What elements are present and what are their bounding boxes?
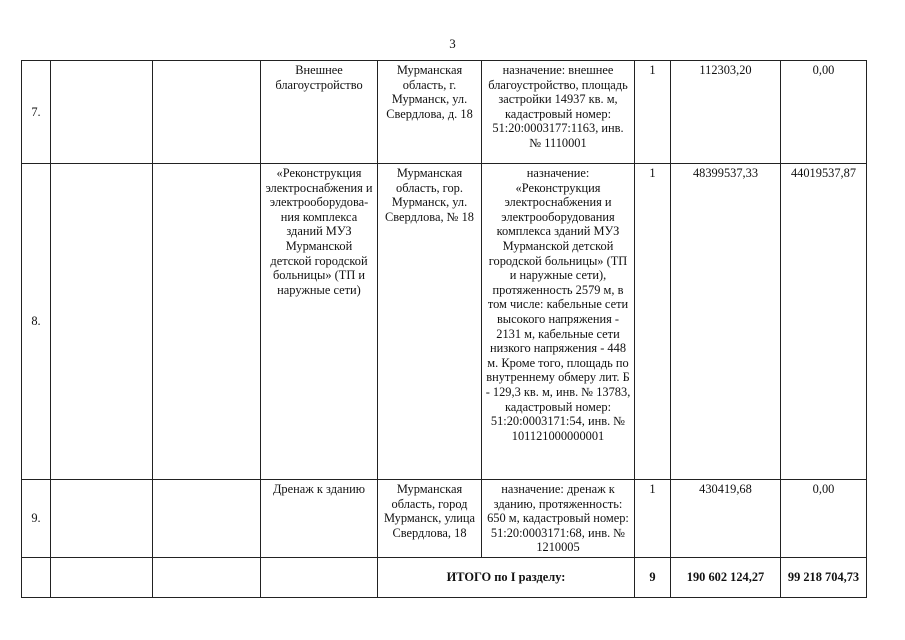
book-value: 112303,20 [671,61,781,164]
row-number: 9. [22,480,51,558]
empty-cell [51,61,153,164]
object-address: Мурманская область, г. Мурманск, ул. Свердлова, д. 18 [378,61,482,164]
object-address: Мурманская область, город Мурманск, улица Свердлова, 18 [378,480,482,558]
book-value: 430419,68 [671,480,781,558]
table-row [22,480,867,558]
property-table [21,60,867,598]
table-row [22,164,867,480]
empty-cell [51,164,153,480]
row-number: 7. [22,61,51,164]
object-description: назначение: дренаж к зданию, протяженность: 650 м, кадастровый номер: 51:20:0003171:68, инв. № 1210005 [482,480,635,558]
object-name: Внешнее благоустройство [261,61,378,164]
total-book-value: 190 602 124,27 [671,557,781,597]
empty-cell [51,480,153,558]
total-quantity: 9 [635,557,671,597]
empty-cell [153,164,261,480]
empty-cell [261,557,378,597]
empty-cell [153,61,261,164]
row-number: 8. [22,164,51,480]
residual-value: 44019537,87 [781,164,867,480]
object-description: назначение: «Реконструкция электроснабжения и электрооборудования комплекса зданий МУЗ Мурманской детской городской больницы» (ТП и наружные сети), протяженность 2579 м, в том числе: кабельные сети высокого напряжения - 2131 м, кабельные сети низкого напряжения - 448 м. Кроме того, площадь по внутреннему обмеру лит. Б - 129,3 кв. м, инв. № 13783, кадастровый номер: 51:20:0003171:54, инв. № 101121000000001 [482,164,635,480]
residual-value: 0,00 [781,61,867,164]
total-residual-value: 99 218 704,73 [781,557,867,597]
empty-cell [153,557,261,597]
object-address: Мурманская область, гор. Мурманск, ул. Свердлова, № 18 [378,164,482,480]
object-name: Дренаж к зданию [261,480,378,558]
total-label: ИТОГО по I разделу: [378,557,635,597]
empty-cell [51,557,153,597]
page-number: 3 [449,36,456,51]
empty-cell [22,557,51,597]
residual-value: 0,00 [781,480,867,558]
book-value: 48399537,33 [671,164,781,480]
total-row [22,557,867,597]
table-row [22,61,867,164]
quantity: 1 [635,164,671,480]
quantity: 1 [635,480,671,558]
object-description: назначение: внешнее благоустройство, площадь застройки 14937 кв. м, кадастровый номер: 51:20:0003177:1163, инв. № 1110001 [482,61,635,164]
empty-cell [153,480,261,558]
object-name: «Реконструкция электроснабжения и электрооборудова-ния комплекса зданий МУЗ Мурманской детской городской больницы» (ТП и наружные сети) [261,164,378,480]
quantity: 1 [635,61,671,164]
